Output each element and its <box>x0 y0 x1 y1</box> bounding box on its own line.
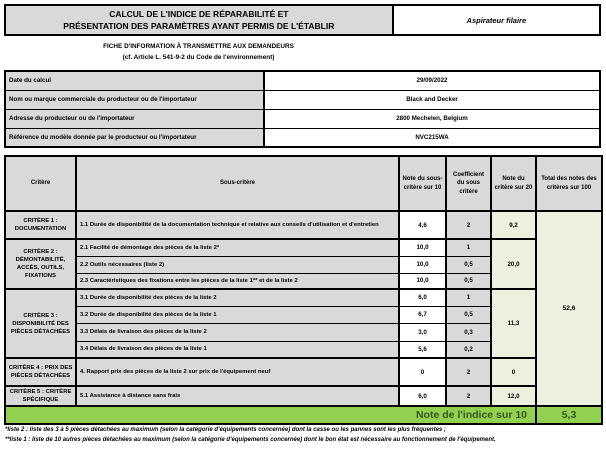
product-category: Aspirateur filaire <box>393 5 600 35</box>
subscore-cell: 6,0 <box>399 386 446 406</box>
info-row-model <box>5 128 600 147</box>
table-row <box>5 239 602 256</box>
coefficient-cell: 2 <box>446 358 491 386</box>
info-value-model: NVC215WA <box>264 128 600 147</box>
table-row <box>5 386 602 406</box>
final-score-value: 5,3 <box>536 406 602 424</box>
info-label-brand: Nom ou marque commerciale du producteur ou de l'importateur <box>5 90 264 109</box>
subscore-cell: 10,0 <box>399 239 446 256</box>
subcriterion-cell: 2.1 Facilité de démontage des pièces de la liste 2* <box>76 239 399 256</box>
table-row <box>5 289 602 306</box>
subcriterion-cell: 2.3 Caractéristiques des fixations entre les pièces de la liste 1** et de la liste 2 <box>76 273 399 289</box>
coefficient-cell: 0,5 <box>446 306 491 323</box>
info-label-address: Adresse du producteur ou de l'importateur <box>5 109 264 128</box>
coefficient-cell: 0,5 <box>446 273 491 289</box>
info-label-date: Date du calcul <box>5 71 264 90</box>
criterion-1-score-cell: 9,2 <box>491 211 536 239</box>
info-label-model: Référence du modèle donnée par le producteur ou l'importateur <box>5 128 264 147</box>
header-criterion: Critère <box>5 156 76 211</box>
table-row <box>5 358 602 386</box>
subcriterion-cell: 3.2 Durée de disponibilité des pièces de la liste 1 <box>76 306 399 323</box>
producer-info-table <box>4 70 601 148</box>
header-subcriterion: Sous-critère <box>76 156 399 211</box>
subcriterion-cell: 2.2 Outils nécessaires (liste 2) <box>76 256 399 273</box>
subscore-cell: 6,7 <box>399 306 446 323</box>
criterion-1-cell: CRITÈRE 1 : DOCUMENTATION <box>5 211 76 239</box>
coefficient-cell: 2 <box>446 386 491 406</box>
subcriterion-cell: 3.1 Durée de disponibilité des pièces de la liste 2 <box>76 289 399 306</box>
header-subscore: Note du sous-critère sur 10 <box>399 156 446 211</box>
criteria-table <box>4 155 603 425</box>
subscore-cell: 10,0 <box>399 256 446 273</box>
table-row <box>5 211 602 239</box>
total-score-cell: 52,6 <box>536 211 602 406</box>
coefficient-cell: 0,3 <box>446 323 491 341</box>
subscore-cell: 6,0 <box>399 289 446 306</box>
coefficient-cell: 2 <box>446 211 491 239</box>
final-score-label: Note de l'indice sur 10 <box>5 406 536 424</box>
criterion-2-score-cell: 20,0 <box>491 239 536 289</box>
footnotes <box>5 425 602 445</box>
info-value-address: 2800 Mechelen, Belgium <box>264 109 600 128</box>
criterion-5-cell: CRITÈRE 5 : CRITÈRE SPÉCIFIQUE <box>5 386 76 406</box>
info-row-date <box>5 71 600 90</box>
coefficient-cell: 1 <box>446 289 491 306</box>
subscore-cell: 5,6 <box>399 341 446 358</box>
subcriterion-cell: 3.4 Délais de livraison des pièces de la liste 1 <box>76 341 399 358</box>
header-total: Total des notes des critères sur 100 <box>536 156 602 211</box>
criterion-3-cell: CRITÈRE 3 : DISPONIBILITÉ DES PIÈCES DÉTACHÉES <box>5 289 76 358</box>
header-coefficient: Coefficient du sous critère <box>446 156 491 211</box>
header-criterion-score: Note du critère sur 20 <box>491 156 536 211</box>
info-row-brand <box>5 90 600 109</box>
subscore-cell: 0 <box>399 358 446 386</box>
criteria-header-row <box>5 156 602 211</box>
criterion-2-cell: CRITÈRE 2 : DÉMONTABILITÉ, ACCÈS, OUTILS, FIXATIONS <box>5 239 76 289</box>
info-row-address <box>5 109 600 128</box>
subcriterion-cell: 4. Rapport prix des pièces de la liste 2 sur prix de l'équipement neuf <box>76 358 399 386</box>
criterion-3-score-cell: 11,3 <box>491 289 536 358</box>
info-value-brand: Black and Decker <box>264 90 600 109</box>
coefficient-cell: 0,2 <box>446 341 491 358</box>
subtitle-line1: FICHE D'INFORMATION À TRANSMETTRE AUX DEMANDEURS <box>103 43 294 50</box>
top-header-row <box>5 5 600 35</box>
document-title <box>5 5 393 35</box>
subcriterion-cell: 1.1 Durée de disponibilité de la documentation technique et relative aux conseils d'utilisation et d'entretien <box>76 211 399 239</box>
subcriterion-cell: 3.3 Délais de livraison des pièces de la liste 2 <box>76 323 399 341</box>
subcriterion-cell: 5.1 Assistance à distance sans frais <box>76 386 399 406</box>
subscore-cell: 3,0 <box>399 323 446 341</box>
final-score-row <box>5 406 602 424</box>
criterion-4-score-cell: 0 <box>491 358 536 386</box>
document-title-line2: PRÉSENTATION DES PARAMÈTRES AYANT PERMIS DE L'ÉTABLIR <box>63 21 335 31</box>
coefficient-cell: 0,5 <box>446 256 491 273</box>
subscore-cell: 10,0 <box>399 273 446 289</box>
top-header-table <box>4 4 601 36</box>
info-value-date: 29/09/2022 <box>264 71 600 90</box>
criterion-5-score-cell: 12,0 <box>491 386 536 406</box>
subtitle <box>4 41 393 63</box>
subtitle-line2: (cf. Article L. 541-9-2 du Code de l'environnement) <box>122 54 275 61</box>
footnote-liste1: **liste 1 : liste de 10 autres pièces détachées au maximum (selon la catégorie d'équipements concernée) dont le bon état est nécessaire au fonctionnement de l'équipement. <box>5 437 496 443</box>
criterion-4-cell: CRITÈRE 4 : PRIX DES PIÈCES DÉTACHÉES <box>5 358 76 386</box>
document-title-line1: CALCUL DE L'INDICE DE RÉPARABILITÉ ET <box>109 9 289 19</box>
coefficient-cell: 1 <box>446 239 491 256</box>
subscore-cell: 4,6 <box>399 211 446 239</box>
footnote-liste2: *liste 2 : liste des 3 à 5 pièces détachées au maximum (selon la catégorie d'équipements concernée) dont la casse ou les pannes sont les plus fréquentes ; <box>5 427 446 433</box>
